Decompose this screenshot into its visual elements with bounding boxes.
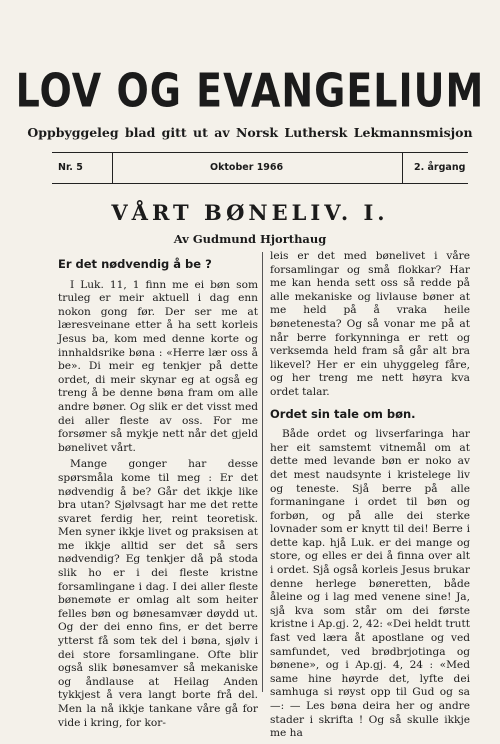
section-heading: Er det nødvendig å be ?: [58, 257, 212, 271]
paragraph: I Luk. 11, 1 finn me ei bøn som truleg er meir aktuell i dag enn nokon gong før. Der ser me at læresveinane etter å ha sett korleis Jesus ba, kom med denne korte og innhaldsrike bøna : «Herre lær oss å be». Di meir eg tenkjer på dette ordet, di meir skynar eg at også eg treng å be denne bøna fram om alle andre bøner. Og slik er det visst med dei aller fleste av oss. For me forsømer så mykje nett når det gjeld bønelivet vårt.: [58, 278, 258, 454]
article-title: VÅRT BØNELIV. I.: [111, 200, 389, 225]
issue-number: Nr. 5: [58, 162, 83, 173]
masthead-subtitle: Oppbyggeleg blad gitt ut av Norsk Luthersk Lekmannsmisjon: [27, 125, 473, 140]
right-column: [270, 250, 470, 744]
issue-date: Oktober 1966: [210, 162, 284, 173]
paragraph: Både ordet og livserfaringa har her eit samstemt vitnemål om at dette med levande bøn er noko av det mest naudsynte i kristelege liv og teneste. Sjå berre på alle formaningane i ordet til bøn og forbøn, og på alle dei sterke lovnader som er knytt til dei! Berre i dette kap. hjå Luk. er dei mange og store, og elles er dei å finna over alt i ordet. Sjå også korleis Jesus brukar denne herlege bøneretten, både åleine og i lag med venene sine! Ja, sjå kva som står om dei første kristne i Ap.gj. 2, 42: «Dei heldt trutt fast ved læra åt apostlane og ved samfundet, ved brødbrjotinga og bønene», og i Ap.gj. 4, 24 : «Med same hine høyrde det, lyfte dei samhuga si røyst opp til Gud og sa —: — Les bøna deira her og andre stader i skrifta ! Og så skulle ikkje me ha: [270, 428, 470, 740]
column-divider: [262, 252, 263, 692]
infobar-divider: [112, 153, 113, 183]
issue-info-bar: [52, 152, 468, 184]
masthead-title: LOV OG EVANGELIUM: [15, 63, 485, 118]
section-heading: Ordet sin tale om bøn.: [270, 406, 416, 421]
paragraph: Mange gonger har desse spørsmåla kome til meg : Er det nødvendig å be? Går det ikkje like bra utan? Sjølvsagt har me det rette svaret ferdig her, reint teoretisk. Men syner ikkje livet og praksisen at me ikkje alltid ser det så sers nødvendig? Eg tenkjer då på stoda slik ho er i dei fleste kristne forsamlingane i dag. I dei aller fleste bønemøte er omlag alt som heiter felles bøn og bønesamvær døydd ut. Og der dei enno fins, er det berre ytterst få som tek del i bøna, sjølv i dei store forsamlingane. Ofte blir også slik bønesamver så mekaniske og åndlause at Heilag Anden tykkjest å vera langt borte frå del. Men la nå ikkje tankane våre gå for vide i kring, for kor-: [58, 458, 258, 729]
paragraph: leis er det med bønelivet i våre forsamlingar og små flokkar? Har me kan henda sett oss så redde på alle mekaniske og livlause bøner at me held på å vraka heile bønetenesta? Og så vonar me på at når berre forkynninga er rett og verksemda held fram så går alt bra likevel? Her er ein uhyggeleg fåre, og her treng me nett høyra kva ordet talar.: [270, 250, 470, 398]
infobar-divider: [402, 153, 403, 183]
article-byline: Av Gudmund Hjorthaug: [173, 232, 327, 246]
left-column: [58, 250, 258, 733]
volume-year: 2. årgang: [414, 162, 466, 173]
